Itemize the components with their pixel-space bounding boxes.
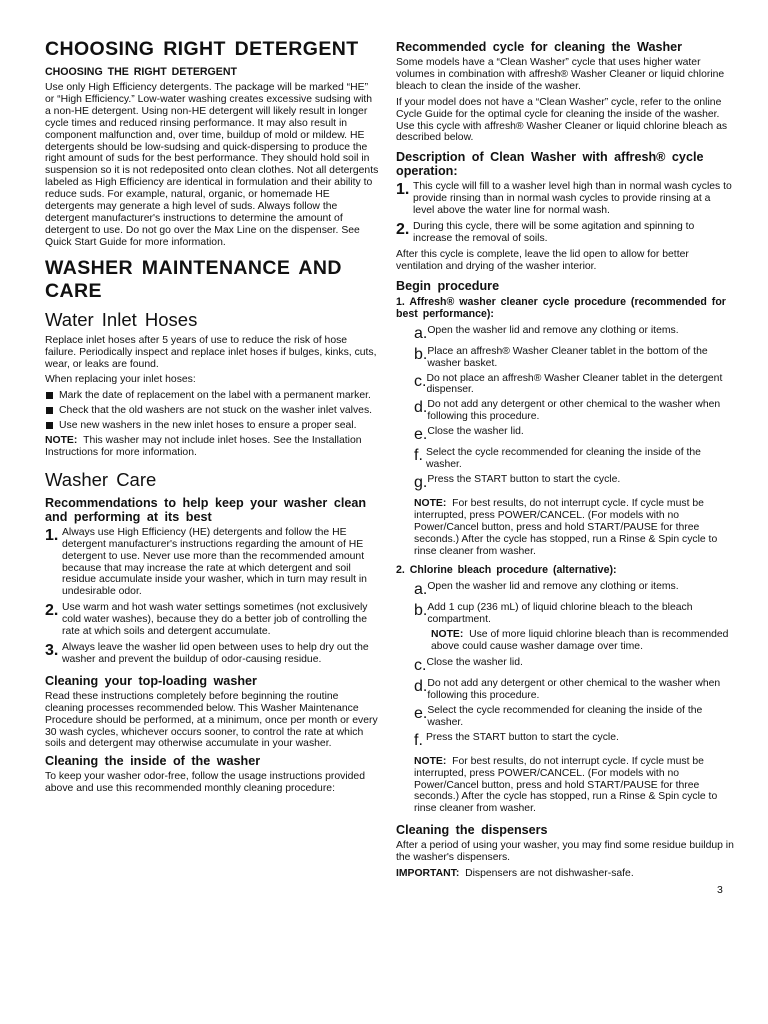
paragraph-after-cycle: After this cycle is complete, leave the lid open to allow for better ventilation and drying of the washer interior. [396, 248, 689, 272]
list-letter: d. [414, 678, 428, 696]
important-label: IMPORTANT: [396, 868, 460, 880]
heading-water-inlet-hoses: Water Inlet Hoses [45, 308, 198, 330]
list-letter: b. [414, 602, 428, 620]
list-letter: f. [414, 447, 423, 465]
list-text: This cycle will fill to a washer level high than in normal wash cycles to provide rinsing than in normal wash cycles to provide rinsing at a level above the water line for normal wash. [413, 181, 732, 217]
list-number: 1. [396, 181, 410, 199]
list-item [396, 346, 734, 370]
heading-description-cycle: Description of Clean Washer with affresh® cycle operation: [396, 150, 704, 179]
list-item [396, 581, 734, 599]
list-item [396, 474, 734, 492]
list-number: 2. [396, 221, 410, 239]
list-text: Do not add any detergent or other chemical to the washer when following this procedure. [427, 678, 721, 701]
heading-washer-care: Washer Care [45, 468, 157, 490]
list-text: Use warm and hot wash water settings sometimes (not exclusively cold water washes), because they do a better job of controlling the rate at which soils and detergent accumulate. [62, 602, 368, 638]
list-number: 1. [45, 526, 59, 544]
page-number: 3 [717, 884, 723, 896]
list-letter: a. [414, 324, 428, 342]
bullet-square-icon [46, 422, 53, 429]
list-letter: e. [414, 426, 428, 444]
bullet-item [45, 420, 380, 432]
note-label: NOTE: [414, 755, 447, 767]
paragraph-top-loading: Read these instructions completely before beginning the routine cleaning processes recommended below. This Washer Maintenance Procedure should be performed, at a minimum, once per month or every 30 wash cycles, whichever occurs sooner, to control the rate at which soils and detergent may otherwise accumulate in your washer. [45, 690, 378, 750]
list-item [396, 678, 734, 702]
important-text: Dispensers are not dishwasher-safe. [465, 868, 634, 880]
list-text: Add 1 cup (236 mL) of liquid chlorine bleach to the bleach compartment. [427, 602, 693, 626]
list-text: Always leave the washer lid open between uses to help dry out the washer and prevent the buildup of odor-causing residue. [62, 642, 369, 665]
note-label: NOTE: [414, 497, 447, 509]
paragraph-cycle-1: Some models have a “Clean Washer” cycle that uses higher water volumes in combination with affresh® Washer Cleaner or liquid chlorine bleach to clean the inside of the washer. [396, 57, 725, 92]
list-item [396, 399, 734, 423]
list-letter: d. [414, 399, 428, 417]
note-affresh-procedure [396, 498, 734, 558]
list-item [396, 181, 734, 217]
note-label: NOTE: [431, 629, 464, 641]
heading-cleaning-inside: Cleaning the inside of the washer [45, 754, 261, 769]
heading-choosing-detergent: CHOOSING RIGHT DETERGENT [45, 38, 359, 60]
heading-affresh-procedure: 1. Affresh® washer cleaner cycle procedure (recommended for best performance): [396, 295, 726, 320]
bullet-square-icon [46, 407, 53, 414]
heading-cleaning-top-loading: Cleaning your top-loading washer [45, 673, 257, 688]
list-text: Open the washer lid and remove any clothing or items. [427, 324, 679, 336]
bullet-square-icon [46, 392, 53, 399]
list-text: Press the START button to start the cycle. [427, 473, 621, 485]
list-item [396, 447, 734, 471]
list-item [396, 426, 734, 444]
right-column [396, 36, 734, 880]
bullet-text: Use new washers in the new inlet hoses to ensure a proper seal. [59, 420, 357, 432]
list-item [45, 602, 380, 638]
paragraph-inlet-hoses: Replace inlet hoses after 5 years of use to reduce the risk of hose failure. Periodically inspect and replace inlet hoses if bulges, kinks, cuts, wear, or leaks are found. [45, 334, 377, 370]
list-text: Do not place an affresh® Washer Cleaner tablet in the detergent dispenser. [426, 372, 723, 396]
note-chlorine-amount [396, 629, 734, 653]
list-item [396, 325, 734, 343]
heading-chlorine-procedure: 2. Chlorine bleach procedure (alternative): [396, 564, 617, 577]
list-text: During this cycle, there will be some agitation and spinning to increase the removal of soils. [413, 221, 695, 244]
list-text: Do not add any detergent or other chemical to the washer when following this procedure. [427, 399, 721, 423]
note-chlorine-procedure [396, 756, 734, 816]
list-item [45, 527, 380, 598]
paragraph-dispensers: After a period of using your washer, you may find some residue buildup in the washer's dispensers. [396, 840, 734, 864]
list-text: Always use High Efficiency (HE) detergents and follow the HE detergent manufacturer's instructions regarding the amount of HE detergent to use. Never use more than the recommended amount because that may increase the rate at which detergent and soil residue accumulate inside your washer, which in turn may result in undesirable odor. [62, 526, 367, 598]
bullet-text: Check that the old washers are not stuck on the washer inlet valves. [59, 405, 373, 417]
list-text: Close the washer lid. [427, 426, 524, 438]
note-text: For best results, do not interrupt cycle. If cycle must be interrupted, press POWER/CANCEL. (For models with no Power/Cancel button, press and hold START/PAUSE for three seconds.) After the cycle has stopped, run a Rinse & Spin cycle to rinse cleaner from washer. [414, 755, 718, 815]
note-inlet-hoses [45, 435, 380, 459]
left-column [45, 36, 380, 795]
note-text: Use of more liquid chlorine bleach than is recommended above could cause washer damage over time. [431, 629, 729, 653]
list-letter: a. [414, 581, 428, 599]
list-letter: g. [414, 473, 428, 491]
note-text: This washer may not include inlet hoses. See the Installation Instructions for more information. [45, 435, 362, 458]
bullet-item [45, 405, 380, 417]
list-text: Place an affresh® Washer Cleaner tablet in the bottom of the washer basket. [427, 345, 708, 369]
list-letter: c. [414, 657, 427, 675]
paragraph-choosing-detergent: Use only High Efficiency detergents. The package will be marked “HE” or “High Efficiency.” Low-water washing creates excessive sudsing with a non-HE detergent. Using non-HE detergent will likely result in longer cycle times and reduced rinsing performance. It may also result in component malfunction and, over time, buildup of mold or mildew. HE detergents should be low-sudsing and quick-dispersing to produce the right amount of suds for the best performance. They should hold soil in suspension so it is not redeposited onto clean clothes. Not all detergents labeled as High Efficiency are identical in formulation and their ability to reduce suds. For example, natural, organic, or homemade HE detergents may generate a high level of suds. Always follow the detergent manufacturer's instructions to determine the amount of detergent to use. Do not go over the Max Line on the dispenser. See Quick Start Guide for more information. [45, 82, 379, 248]
list-text: Open the washer lid and remove any clothing or items. [427, 581, 679, 593]
list-letter: f. [414, 731, 423, 749]
list-item [45, 642, 380, 666]
bullet-text: Mark the date of replacement on the label with a permanent marker. [59, 390, 371, 402]
note-text: For best results, do not interrupt cycle. If cycle must be interrupted, press POWER/CANCEL. (For models with no Power/Cancel button, press and hold START/PAUSE for three seconds.) After the cycle has stopped, run a Rinse & Spin cycle to rinse cleaner from washer. [414, 497, 718, 557]
list-text: Press the START button to start the cycle. [426, 731, 619, 743]
note-label: NOTE: [45, 435, 78, 447]
important-note [396, 868, 734, 880]
heading-recommendations: Recommendations to help keep your washer clean and performing at its best [45, 495, 367, 524]
list-text: Close the washer lid. [426, 657, 523, 669]
paragraph-cleaning-inside: To keep your washer odor-free, follow the usage instructions provided above and use this recommended monthly cleaning procedure: [45, 771, 365, 795]
list-item [396, 657, 734, 675]
paragraph-when-replacing: When replacing your inlet hoses: [45, 374, 196, 386]
list-item [396, 732, 734, 750]
heading-recommended-cycle: Recommended cycle for cleaning the Washer [396, 40, 683, 54]
heading-washer-maintenance: WASHER MAINTENANCE AND CARE [45, 256, 342, 302]
list-number: 2. [45, 602, 59, 620]
list-item [396, 705, 734, 729]
heading-cleaning-dispensers: Cleaning the dispensers [396, 823, 548, 838]
bullet-item [45, 390, 380, 402]
list-text: Select the cycle recommended for cleaning the inside of the washer. [427, 704, 703, 728]
list-letter: c. [414, 372, 427, 390]
list-item [396, 221, 734, 245]
list-letter: b. [414, 345, 428, 363]
list-text: Select the cycle recommended for cleaning the inside of the washer. [426, 447, 701, 471]
list-item [396, 373, 734, 397]
list-number: 3. [45, 642, 59, 659]
subheading-choosing-detergent: CHOOSING THE RIGHT DETERGENT [45, 66, 237, 78]
list-item [396, 602, 734, 626]
list-letter: e. [414, 704, 428, 722]
paragraph-cycle-2: If your model does not have a “Clean Washer” cycle, refer to the online Cycle Guide for the optimal cycle for cleaning the inside of the washer. Use this cycle with affresh® Washer Cleaner or liquid chlorine bleach as described below. [396, 96, 728, 144]
heading-begin-procedure: Begin procedure [396, 278, 500, 293]
